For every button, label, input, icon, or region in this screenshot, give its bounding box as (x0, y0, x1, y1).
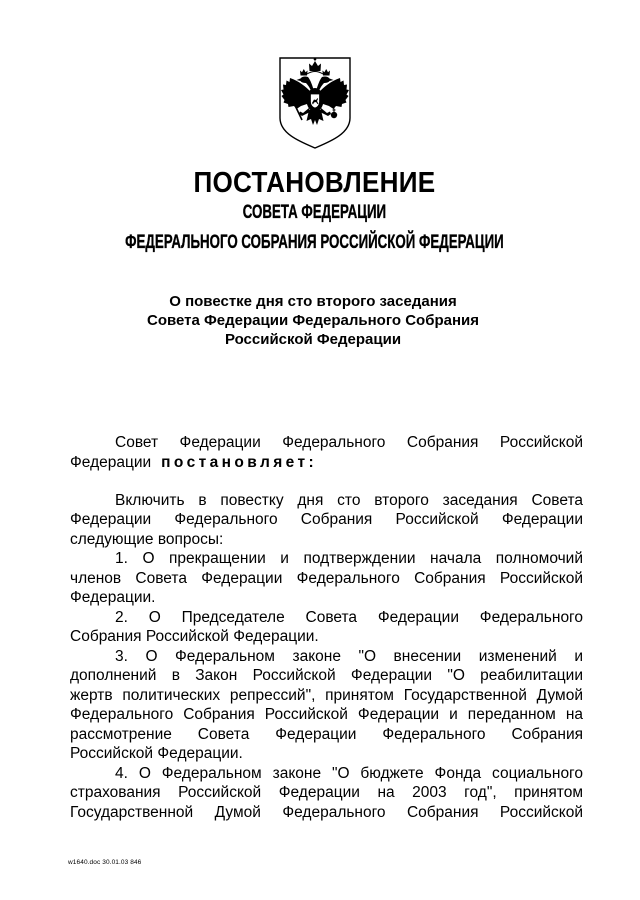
body-line: страхования Российской Федерации на 2003 год", принятом (70, 784, 583, 801)
body-line: Российской Федерации. (70, 745, 243, 762)
issuer-line-1-text: СОВЕТА ФЕДЕРАЦИИ (242, 202, 386, 223)
eagle-main-crown (309, 61, 321, 71)
heading-line: О повестке дня сто второго заседания (169, 293, 457, 310)
file-stamp: w1640.doc 30.01.03 846 (68, 859, 142, 866)
crown-orb (314, 58, 317, 61)
agenda-item-1 (70, 549, 583, 608)
body-line: Федерации Федерального Собрания Российской Федерации (70, 511, 583, 528)
agenda-item-2 (70, 608, 583, 647)
coat-of-arms-icon (277, 54, 353, 150)
right-head-crown (322, 69, 330, 76)
body-line: 3. О Федеральном законе "О внесении изменений и (115, 647, 583, 665)
left-head-crown (300, 69, 308, 76)
resolution-body (70, 433, 583, 822)
body-line: 2. О Председателе Совета Федерации Федерального (115, 608, 583, 626)
body-line (70, 453, 583, 473)
double-headed-eagle (281, 58, 349, 125)
body-line: рассмотрение Совета Федерации Федерального Собрания (70, 725, 583, 743)
orb (331, 112, 337, 118)
heading-line: Совета Федерации Федерального Собрания (146, 312, 480, 329)
resolution-heading (0, 292, 626, 349)
agenda-item-4 (70, 764, 583, 823)
intro-paragraph (70, 491, 583, 550)
body-line: Включить в повестку дня сто второго заседания Совета (115, 491, 583, 509)
body-line: Совет Федерации Федерального Собрания Российской (115, 434, 583, 451)
body-line: 4. О Федеральном законе "О бюджете Фонда социального (115, 764, 583, 782)
issuer-line-2-text: ФЕДЕРАЛЬНОГО СОБРАНИЯ РОССИЙСКОЙ ФЕДЕРАЦИИ (124, 232, 504, 253)
issuer-line-1 (0, 201, 628, 225)
body-line: Федерального Собрания Российской Федерации и переданном на (70, 706, 583, 723)
agenda-item-3 (70, 647, 583, 764)
body-line: членов Совета Федерации Федерального Собрания Российской (70, 569, 583, 587)
body-line: Федерации. (70, 589, 156, 606)
body-line: Собрания Российской Федерации. (70, 628, 319, 645)
issuer-line-2 (0, 231, 628, 255)
document-title (0, 166, 628, 200)
decree-emphasis: постановляет: (161, 453, 318, 471)
preamble-line-2-text: Федерации (70, 453, 152, 471)
preamble-paragraph (70, 433, 583, 472)
body-line: жертв политических репрессий", принятом Государственной Думой (70, 686, 583, 704)
document-title-text: ПОСТАНОВЛЕНИЕ (192, 167, 436, 199)
body-line: следующие вопросы: (70, 530, 224, 548)
body-line: дополнений в Закон Российской Федерации "О реабилитации (70, 667, 583, 684)
heading-line: Российской Федерации (224, 331, 402, 348)
scepter-knob (291, 97, 294, 100)
body-line: Государственной Думой Федерального Собрания Российской (70, 803, 583, 821)
crown-ribbon (307, 72, 323, 75)
orb-cross (333, 109, 336, 113)
body-line: 1. О прекращении и подтверждении начала полномочий (115, 550, 583, 567)
